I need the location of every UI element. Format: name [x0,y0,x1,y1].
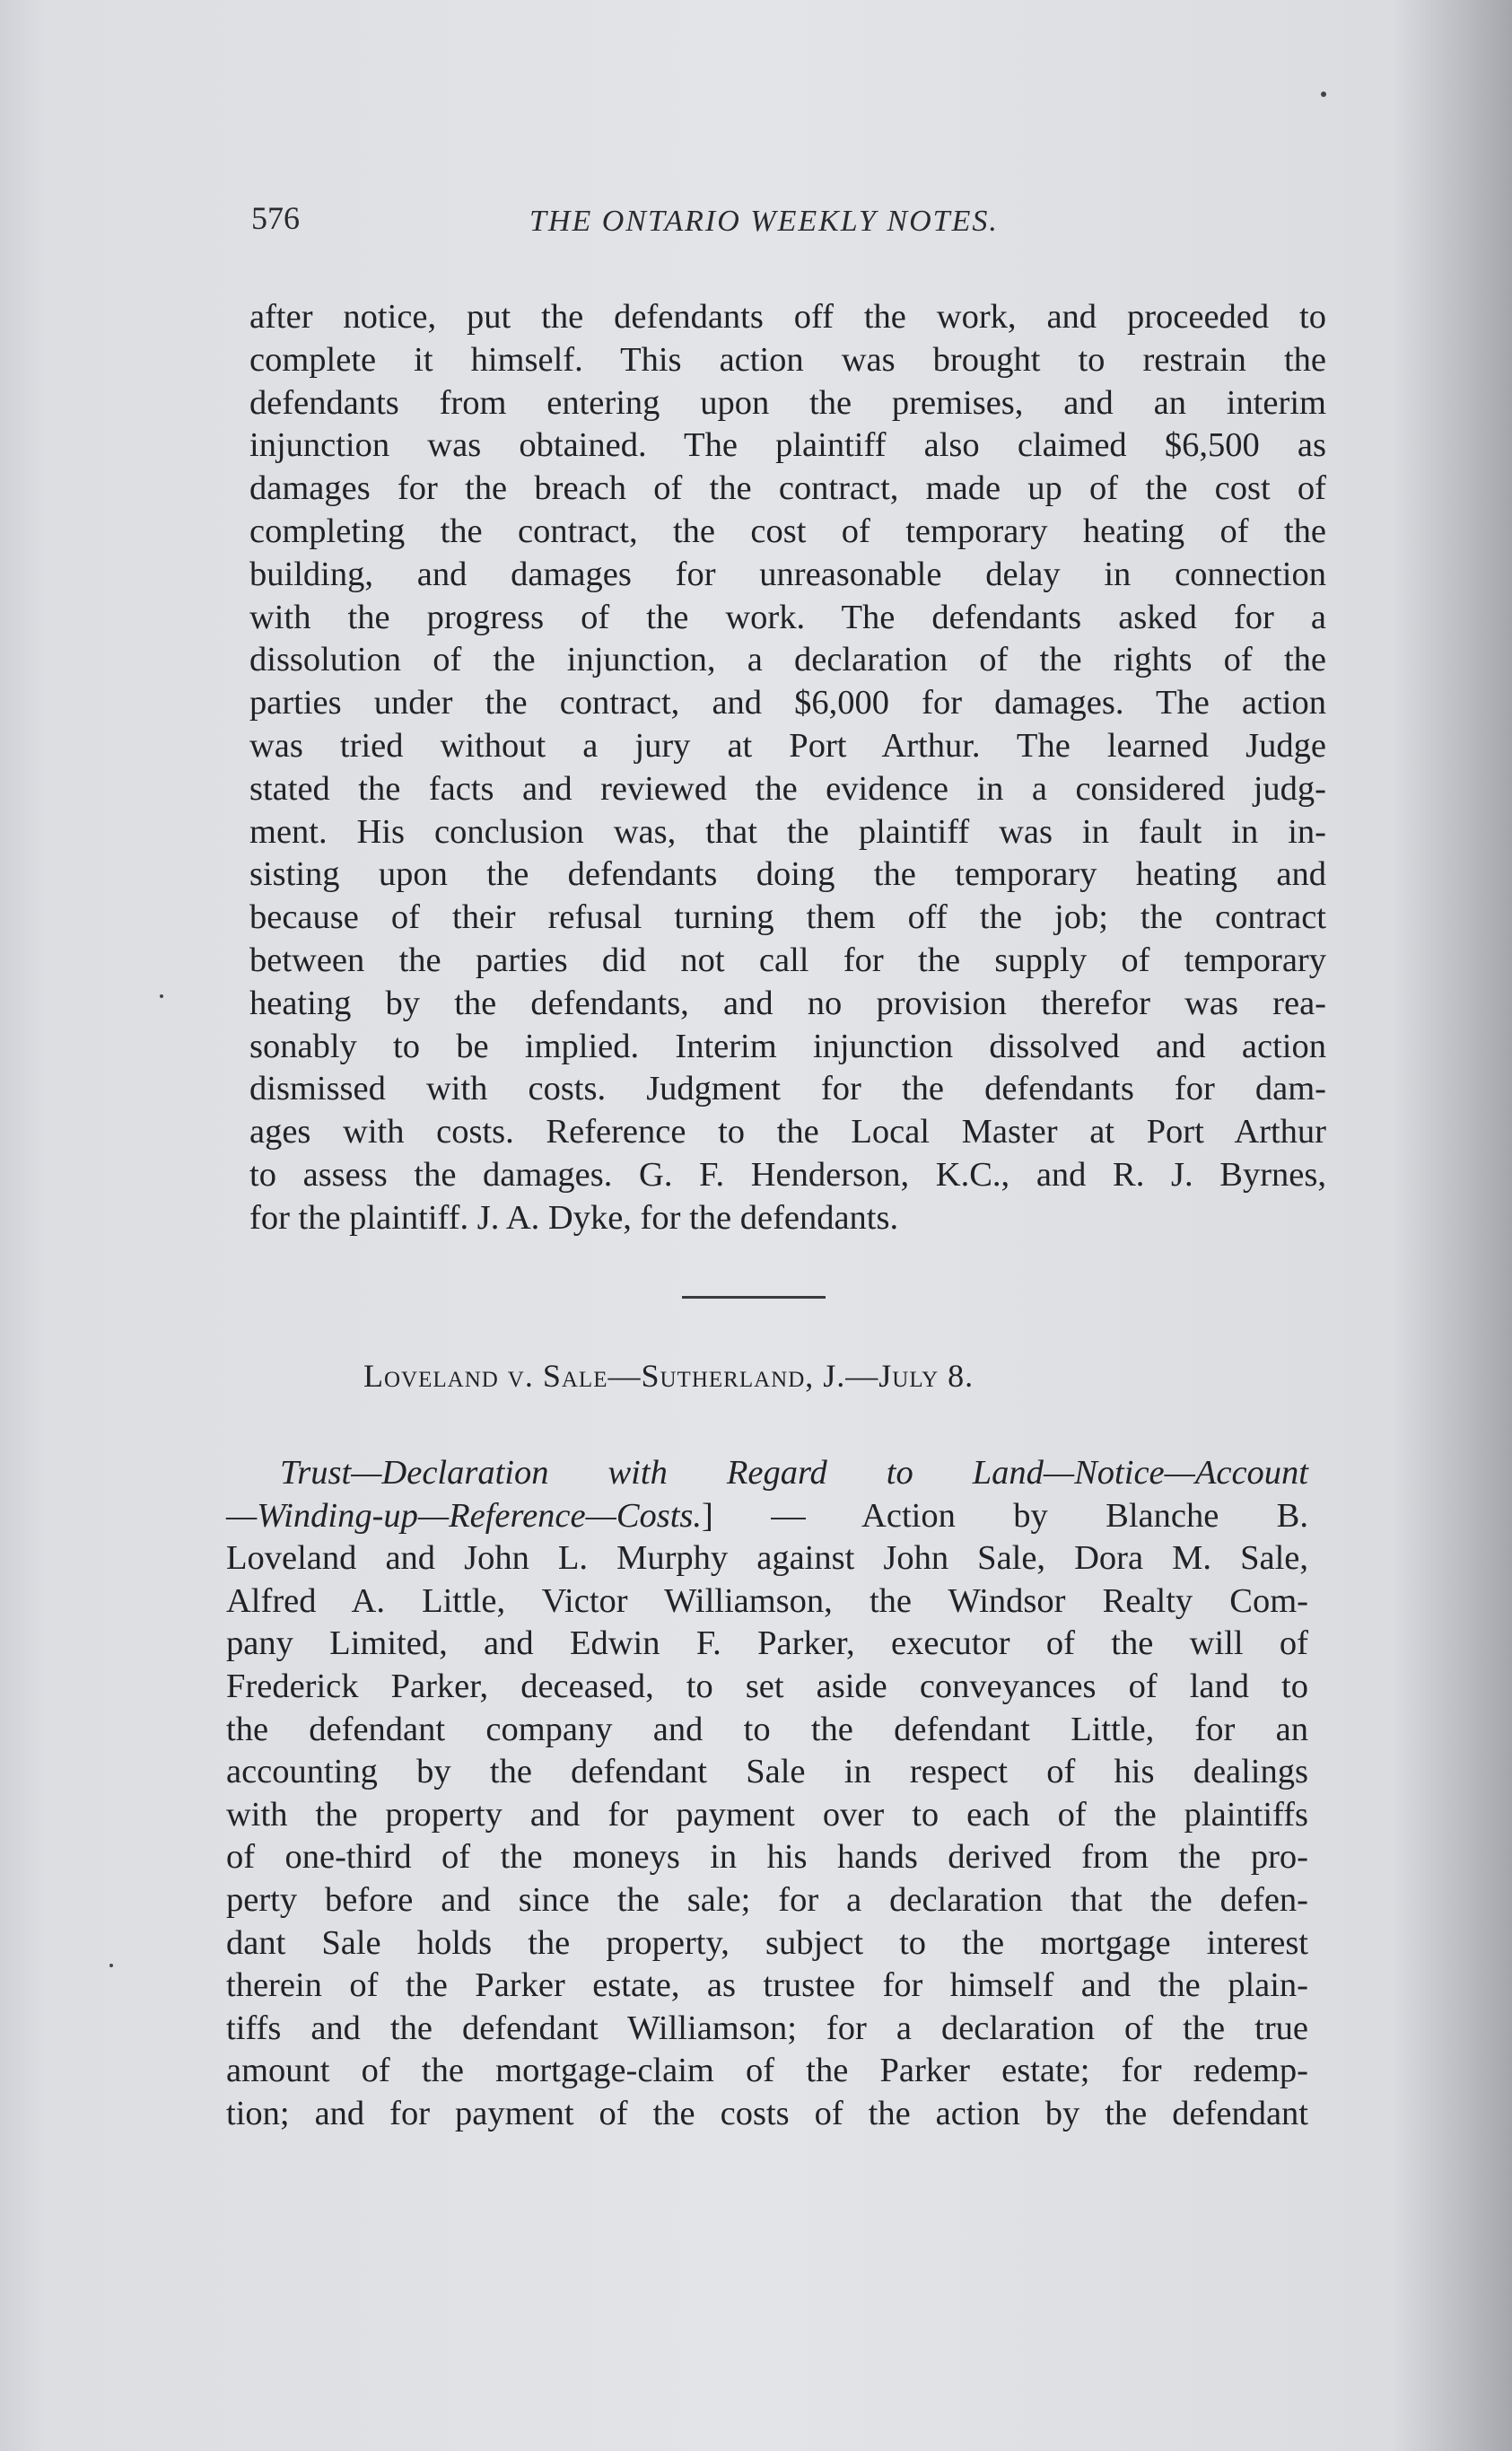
case-title: Loveland v. Sale—Sutherland, J.—July 8. [363,1358,974,1394]
text-line: building, and damages for unreasonable delay in connection [249,555,1326,593]
text-line: because of their refusal turning them off the job; the contract [249,898,1326,937]
text-line: damages for the breach of the contract, made up of the cost of [249,469,1326,508]
paragraph-continued [249,296,1326,1240]
text-line: between the parties did not call for the supply of temporary [249,941,1326,979]
paper-speck [160,994,163,998]
text-line: perty before and since the sale; for a declaration that the defen- [226,1880,1308,1919]
text-line: with the property and for payment over to each of the plaintiffs [226,1795,1308,1834]
text-line: dissolution of the injunction, a declaration of the rights of the [249,641,1326,679]
headnote-rest: ] — Action by Blanche B. [702,1496,1308,1535]
text-line: to assess the damages. G. F. Henderson, K.C., and R. J. Byrnes, [249,1155,1326,1194]
text-line: with the progress of the work. The defendants asked for a [249,598,1326,636]
text-line: Alfred A. Little, Victor Williamson, the Windsor Realty Com- [226,1581,1308,1620]
text-line: tiffs and the defendant Williamson; for a declaration of the true [226,2009,1308,2047]
text-line: heating by the defendants, and no provision therefor was rea- [249,984,1326,1022]
text-line: for the plaintiff. J. A. Dyke, for the defendants. [249,1198,899,1237]
text-line: tion; and for payment of the costs of the action by the defendant [226,2094,1308,2132]
text-line: stated the facts and reviewed the evidence in a considered judg- [249,769,1326,808]
text-line: of one-third of the moneys in his hands derived from the pro- [226,1838,1308,1877]
text-line: Frederick Parker, deceased, to set aside conveyances of land to [226,1667,1308,1705]
text-line: therein of the Parker estate, as trustee for himself and the plain- [226,1966,1308,2005]
text-line: ages with costs. Reference to the Local Master at Port Arthur [249,1113,1326,1151]
text-line: the defendant company and to the defendant Little, for an [226,1710,1308,1748]
running-head: THE ONTARIO WEEKLY NOTES. [529,205,999,238]
text-line: defendants from entering upon the premises, and an interim [249,383,1326,422]
case-paragraph [226,1452,1308,2136]
text-line: amount of the mortgage-claim of the Parker estate; for redemp- [226,2052,1308,2090]
text-line: complete it himself. This action was brought to restrain the [249,340,1326,379]
headnote-italic: —Winding-up—Reference—Costs. [226,1496,703,1535]
paper-speck [1321,92,1326,97]
text-line: ment. His conclusion was, that the plaintiff was in fault in in- [249,812,1326,851]
text-line: pany Limited, and Edwin F. Parker, executor of the will of [226,1624,1308,1663]
text-line: dismissed with costs. Judgment for the defendants for dam- [249,1070,1326,1108]
text-line: sisting upon the defendants doing the temporary heating and [249,855,1326,894]
headnote-italic: Trust—Declaration with Regard to Land—Notice—Account [280,1454,1308,1492]
text-line: was tried without a jury at Port Arthur. The learned Judge [249,726,1326,765]
text-line: accounting by the defendant Sale in respect of his dealings [226,1753,1308,1791]
text-line: completing the contract, the cost of temporary heating of the [249,512,1326,550]
page-number: 576 [251,200,300,236]
text-line: sonably to be implied. Interim injunction dissolved and action [249,1027,1326,1065]
headnote-line [226,1495,1308,1538]
text-line: Loveland and John L. Murphy against John Sale, Dora M. Sale, [226,1539,1308,1578]
headnote-line [226,1452,1308,1495]
text-line: parties under the contract, and $6,000 for damages. The action [249,684,1326,722]
text-line: injunction was obtained. The plaintiff also claimed $6,500 as [249,426,1326,465]
paper-speck [109,1964,113,1967]
text-line: dant Sale holds the property, subject to the mortgage interest [226,1923,1308,1962]
text-line: after notice, put the defendants off the work, and proceeded to [249,298,1326,336]
section-divider [682,1296,826,1299]
page-header [251,199,1337,253]
